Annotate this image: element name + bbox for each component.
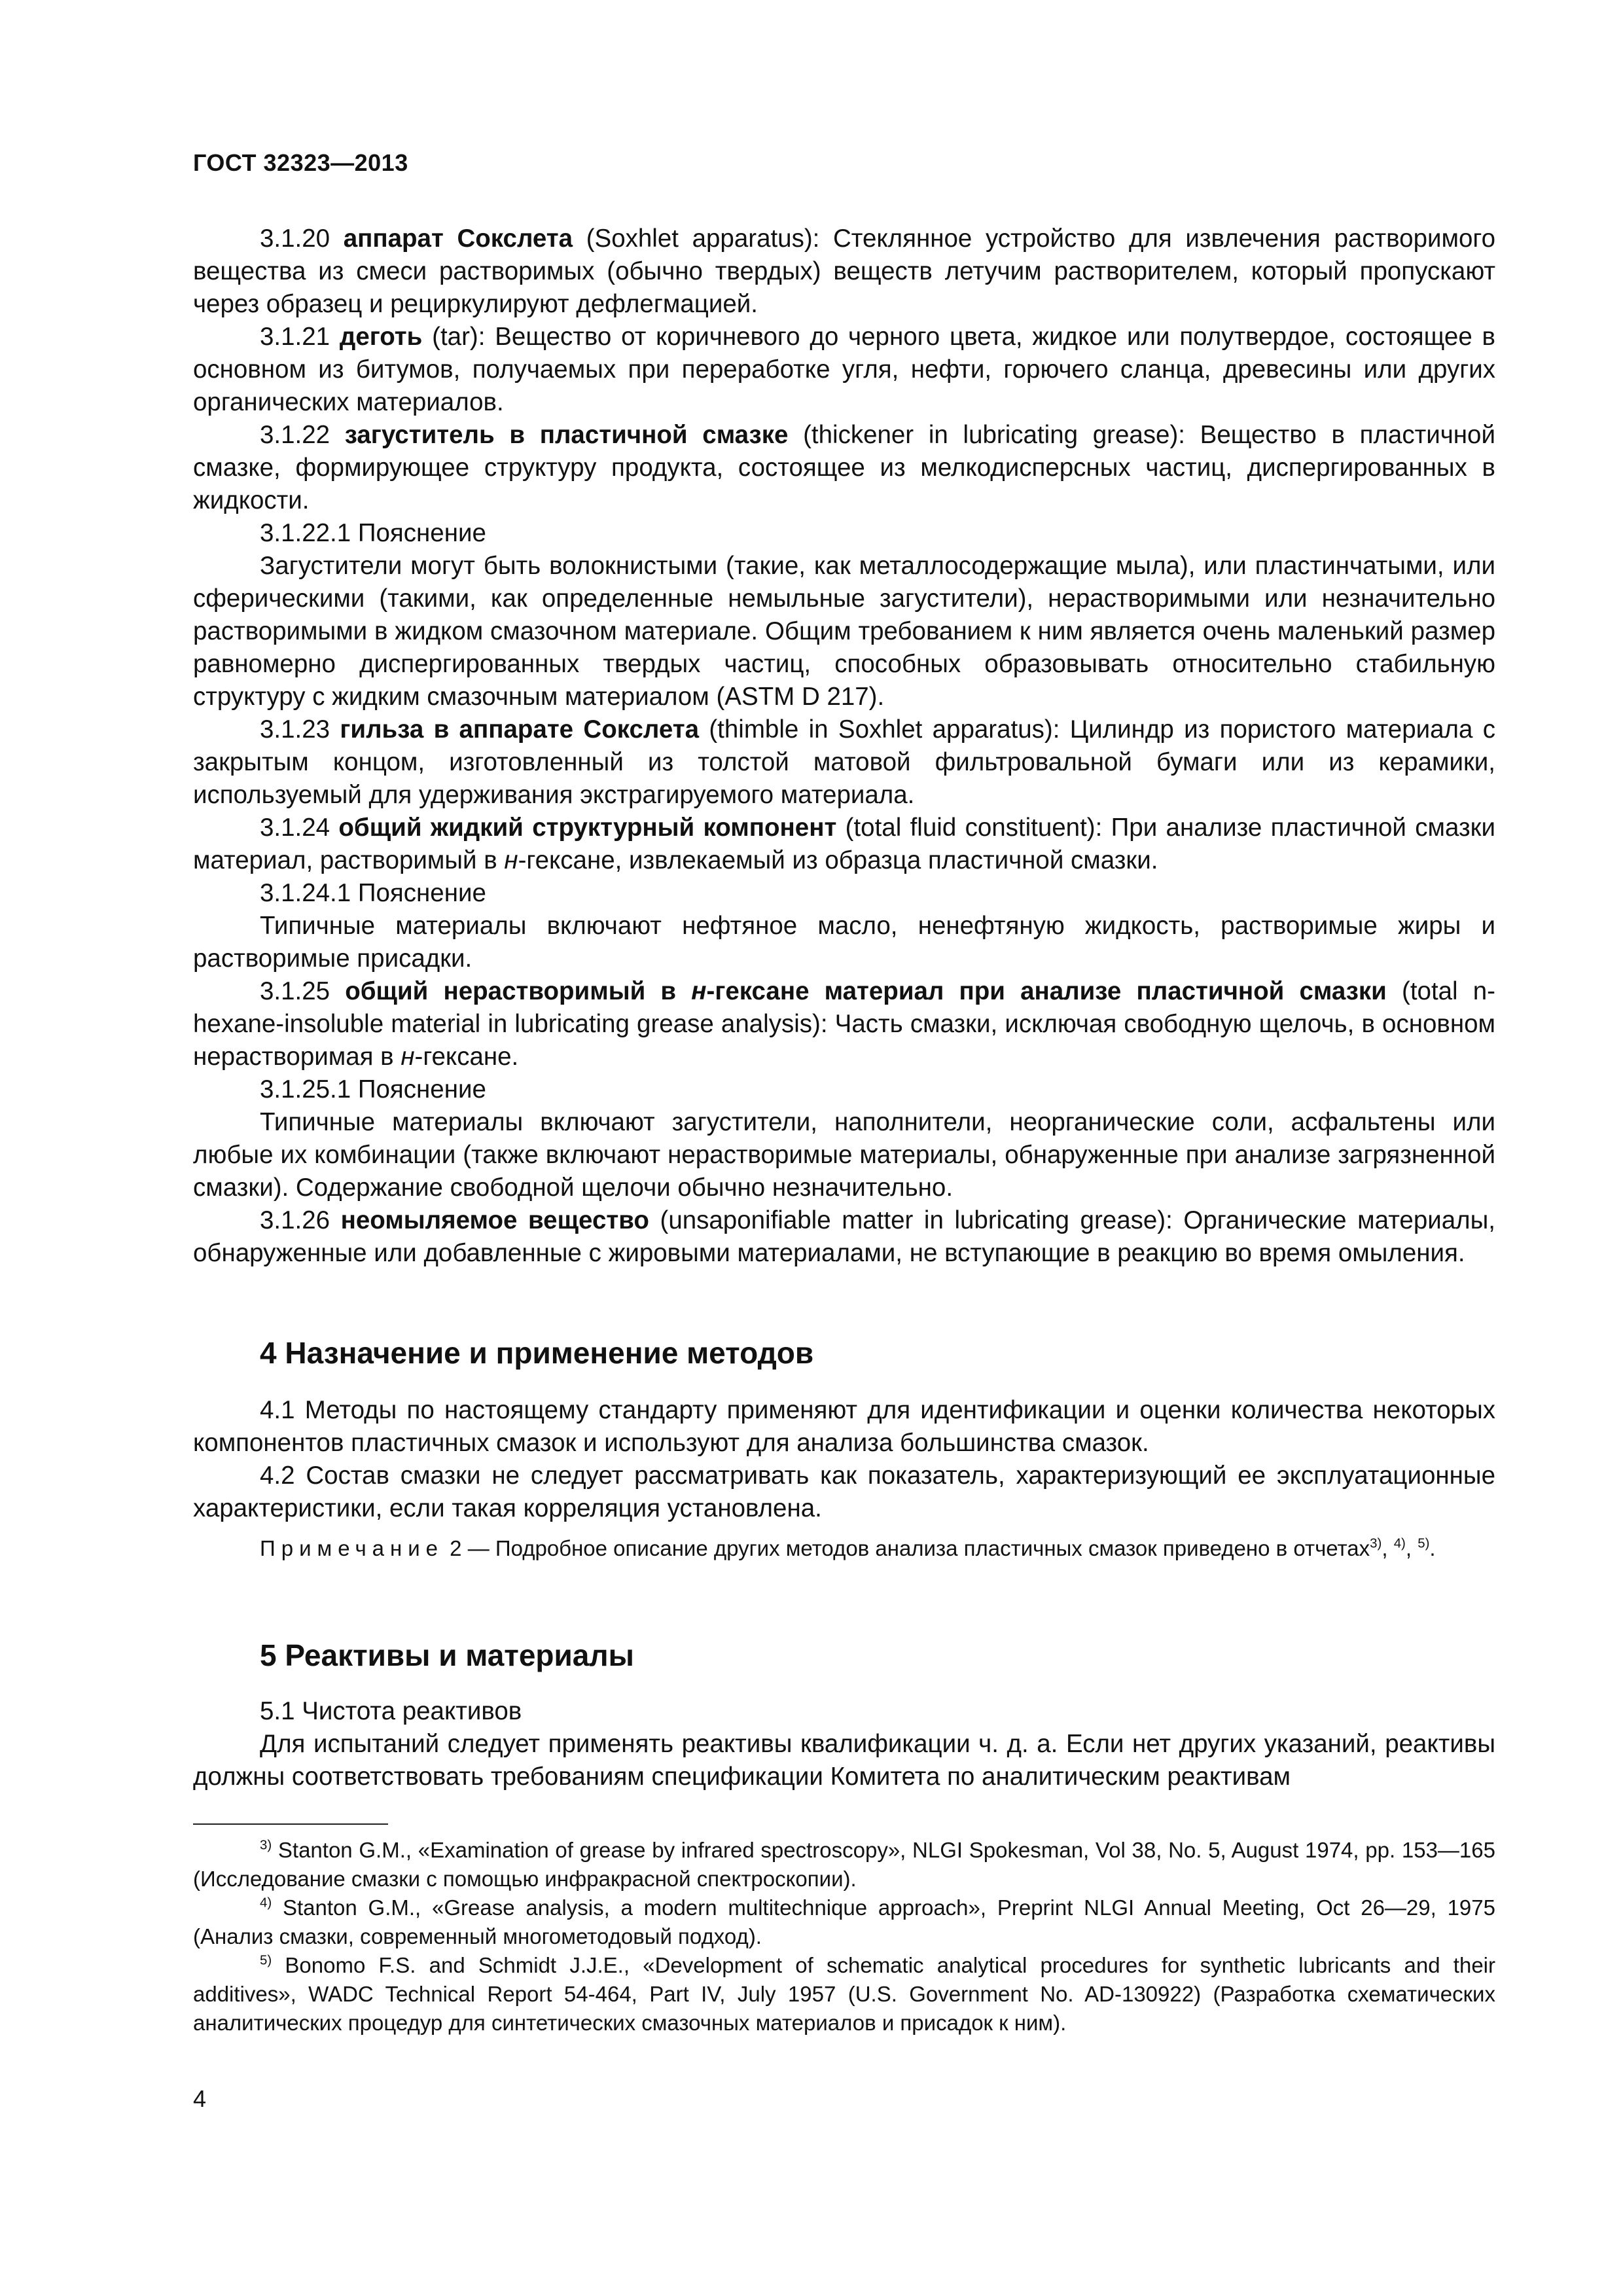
standard-header: ГОСТ 32323—2013	[193, 149, 408, 176]
definition-3-1-22: 3.1.22 загуститель в пластичной смазке (thickener in lubricating grease): Вещество в пластичной смазке, формирующее структуру продукта, состоящее из мелкодисперсных частиц, диспергированных в жидкости.	[193, 421, 1495, 514]
definition-3-1-20: 3.1.20 аппарат Сокслета (Soxhlet apparatus): Стеклянное устройство для извлечения растворимого вещества из смеси растворимых (обычно твердых) веществ летучим растворителем, который пропускают через образец и рециркулируют дефлегмацией.	[193, 224, 1495, 318]
note-label: Примечание	[260, 1536, 444, 1560]
note-text: 2 — Подробное описание других методов анализа пластичных смазок приведено в отчетах	[444, 1536, 1370, 1560]
definition-3-1-24: 3.1.24 общий жидкий структурный компонент (total fluid constituent): При анализе пластичной смазки материал, растворимый в н-гексане, извлекаемый из образца пластичной смазки.	[193, 814, 1495, 874]
definition-3-1-21: 3.1.21 деготь (tar): Вещество от коричневого до черного цвета, жидкое или полутвердое, состоящее в основном из битумов, получаемых при переработке угля, нефти, горючего сланца, древесины или других органических материалов.	[193, 323, 1495, 416]
paragraph-5-1-text: Для испытаний следует применять реактивы квалификации ч. д. а. Если нет других указаний, реактивы должны соответствовать требованиям спецификации Комитета по аналитическим реактивам	[193, 1730, 1495, 1791]
section-4-title: 4 Назначение и применение методов	[260, 1336, 814, 1370]
definition-3-1-23: 3.1.23 гильза в аппарате Сокслета (thimble in Soxhlet apparatus): Цилиндр из пористого материала с закрытым концом, изготовленный из толстой матовой фильтровальной бумаги или из керамики, используемый для удерживания экстрагируемого материала.	[193, 715, 1495, 809]
footnotes	[193, 1836, 1495, 2037]
footnote-ref[interactable]: 3)	[1370, 1535, 1382, 1551]
footnote-4: $^{4)}$ Stanton G.M., «Grease analysis, a modern multitechnique approach», Preprint NLGI Annual Meeting, Oct 26—29, 1975 (Анализ смазки, современный многометодовый подход).	[193, 1895, 1495, 1948]
page-number: 4	[193, 2085, 207, 2112]
section-5-title: 5 Реактивы и материалы	[260, 1638, 634, 1672]
explanation-heading: 3.1.22.1 Пояснение	[260, 519, 486, 547]
paragraph-4-2: 4.2 Состав смазки не следует рассматривать как показатель, характеризующий ее эксплуатационные характеристики, если такая корреляция установлена.	[193, 1462, 1495, 1522]
footnote-mark: 4)	[260, 1895, 272, 1910]
footnote-ref[interactable]: 4)	[1393, 1535, 1406, 1551]
section-4-body	[193, 1394, 1495, 1525]
paragraph-5-1-heading: 5.1 Чистота реактивов	[260, 1697, 522, 1725]
explanation-heading: 3.1.25.1 Пояснение	[260, 1075, 486, 1103]
note-2: Примечание 2 — Подробное описание других методов анализа пластичных смазок приведено в отчетах$^{3)}$, $^{4)}$, $^{5)}$.	[260, 1535, 1436, 1560]
footnote-5: $^{5)}$ Bonomo F.S. and Schmidt J.J.E., «Development of schematic analytical procedures for synthetic lubricants and their additives», WADC Technical Report 54-464, Part IV, July 1957 (U.S. Government No. AD-130922) (Разработка схематических аналитических процедур для синтетических смазочных материалов и присадок к ним).	[193, 1952, 1495, 2035]
footnote-ref[interactable]: 5)	[1418, 1535, 1430, 1551]
term: загуститель в пластичной смазке	[344, 421, 789, 449]
section-5-body	[193, 1695, 1495, 1793]
explanation-text: Типичные материалы включают загустители, наполнители, неорганические соли, асфальтены или любые их комбинации (также включают нерастворимые материалы, обнаруженные при анализе загрязненной смазки). Содержание свободной щелочи обычно незначительно.	[193, 1108, 1495, 1202]
paragraph-4-1: 4.1 Методы по настоящему стандарту применяют для идентификации и оценки количества некоторых компонентов пластичных смазок и используют для анализа большинства смазок.	[193, 1396, 1495, 1457]
footnote-mark: 3)	[260, 1837, 272, 1853]
term: общий нерастворимый в н-гексане материал при анализе пластичной смазки	[345, 977, 1387, 1005]
term: неомыляемое вещество	[340, 1206, 649, 1234]
term: деготь	[339, 323, 423, 351]
footnote-mark: 5)	[260, 1952, 272, 1968]
explanation-heading: 3.1.24.1 Пояснение	[260, 879, 486, 907]
definition-3-1-26: 3.1.26 неомыляемое вещество (unsaponifiable matter in lubricating grease): Органические материалы, обнаруженные или добавленные с жировыми материалами, не вступающие в реакцию во время омыления.	[193, 1206, 1495, 1267]
definition-3-1-25: 3.1.25 общий нерастворимый в н-гексане материал при анализе пластичной смазки (total n-hexane-insoluble material in lubricating grease analysis): Часть смазки, исключая свободную щелочь, в основном нерастворимая в н-гексане.	[193, 977, 1495, 1071]
term: общий жидкий структурный компонент	[338, 814, 837, 842]
term: аппарат Сокслета	[343, 224, 573, 253]
explanation-text: Загустители могут быть волокнистыми (такие, как металлосодержащие мыла), или пластинчатыми, или сферическими (такими, как определенные немыльные загустители), нерастворимыми или незначительно растворимыми в жидком смазочном материале. Общим требованием к ним является очень маленький размер равномерно диспергированных твердых частиц, способных образовывать относительно стабильную структуру с жидким смазочным материалом (ASTM D 217).	[193, 552, 1495, 711]
footnote-divider	[193, 1823, 388, 1825]
term: гильза в аппарате Сокслета	[340, 715, 700, 744]
explanation-text: Типичные материалы включают нефтяное масло, ненефтяную жидкость, растворимые жиры и растворимые присадки.	[193, 912, 1495, 973]
section-3-definitions	[193, 223, 1495, 1270]
footnote-3: $^{3)}$ Stanton G.M., «Examination of grease by infrared spectroscopy», NLGI Spokesman, Vol 38, No. 5, August 1974, pp. 153—165 (Исследование смазки с помощью инфракрасной спектроскопии).	[193, 1837, 1495, 1891]
